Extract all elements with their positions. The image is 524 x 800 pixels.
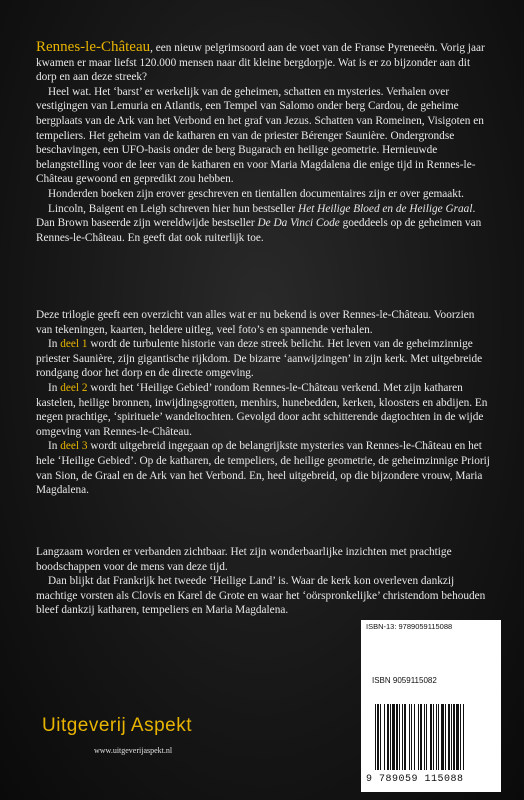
part-2-label: deel 2 xyxy=(60,381,88,394)
part-2-paragraph: In deel 2 wordt het ‘Heilige Gebied’ rondom Rennes-le-Château verkend. Met zijn katharen kastelen, heilige bronnen, inwijdingsgrotten, menhirs, hunebedden, kerken, kloosters en abdijen. En negen prachtige, ‘spirituele’ wandeltochten. Gevolgd door acht schitterende dagtochten in de wijde omgeving van Rennes-le-Château. xyxy=(36,381,488,438)
conclusion-section xyxy=(36,545,491,618)
holy-land-paragraph: Dan blijkt dat Frankrijk het tweede ‘Heilige Land’ is. Waar de kerk kon overleven dankzij machtige vorsten als Clovis en Karel de Grote en waar het ‘oörspronkelijke’ christendom behouden bleef dankzij katharen, tempeliers en Maria Magdalena. xyxy=(36,575,486,617)
mysteries-paragraph: Heel wat. Het ‘barst’ er werkelijk van de geheimen, schatten en mysteries. Verhalen over vestigingen van Lemuria en Atlantis, een Tempel van Salomo onder berg Cardou, de geheime bergplaats van de Ark van het Verbond en het graf van Jezus. Schatten van Romeinen, Visigoten en tempeliers. Het geheim van de katharen en van de priester Bérenger Saunière. Ondergrondse beschavingen, een UFO-basis onder de berg Bugarach en heilige geometrie. Hernieuwde belangstelling voor de leer van de katharen en voor Maria Magdalena die enige tijd in Rennes-le-Château gewoond en gepredikt zou hebben. xyxy=(36,85,484,186)
books-paragraph: Honderden boeken zijn erover geschreven en tientallen documentaires zijn er over gemaakt. xyxy=(48,187,464,200)
insights-paragraph: Langzaam worden er verbanden zichtbaar. Het zijn wonderbaarlijke inzichten met prachtige boodschappen voor de mens van deze tijd. xyxy=(36,546,452,573)
publisher-website: www.uitgeverijaspekt.nl xyxy=(94,746,173,755)
part-1-label: deel 1 xyxy=(60,338,88,351)
part-3-paragraph: In deel 3 wordt uitgebreid ingegaan op de belangrijkste mysteries van Rennes-le-Château en het hele ‘Heilige Gebied’. Op de katharen, de tempeliers, de heilige geometrie, de geheimzinnige Priorij van Sion, de Graal en de Ark van het Verbond. En, heel uitgebreid, op die bijzondere vrouw, Maria Magdalena. xyxy=(36,440,490,497)
trilogy-paragraph: Deze trilogie geeft een overzicht van alles wat er nu bekend is over Rennes-le-Château. Voorzien van tekeningen, kaarten, heldere uitleg, veel foto’s en spannende verhalen. xyxy=(36,309,475,336)
intro-paragraph: Rennes-le-Château, een nieuw pelgrimsoord aan de voet van de Franse Pyreneeën. Vorig jaar kwamen er maar liefst 120.000 mensen naar dit kleine bergdorpje. Wat is er zo bijzonder aan dit dorp en aan deze streek? xyxy=(36,39,485,84)
barcode-number: 9 789059 115088 xyxy=(366,774,464,785)
part-1-paragraph: In deel 1 wordt de turbulente historie van deze streek belicht. Het leven van de geheimzinnige priester Saunière, zijn gigantische rijkdom. De bizarre ‘aanwijzingen’ in zijn kerk. Met uitgebreide rondgang door het dorp en de directe omgeving. xyxy=(36,338,483,380)
isbn10-label: ISBN 9059115082 xyxy=(372,676,437,685)
intro-section xyxy=(36,40,491,245)
trilogy-section xyxy=(36,308,491,498)
publisher-logo: Uitgeverij Aspekt xyxy=(42,715,193,736)
bestseller-paragraph: Lincoln, Baigent en Leigh schreven hier hun bestseller Het Heilige Bloed en de Heilige Graal. Dan Brown baseerde zijn wereldwijde bestseller De Da Vinci Code goeddeels op de geheimen van Rennes-le-Château. En geeft dat ook ruiterlijk toe. xyxy=(36,202,482,244)
part-3-label: deel 3 xyxy=(60,440,88,453)
barcode xyxy=(375,704,493,770)
lead-title: Rennes-le-Château xyxy=(36,39,151,55)
isbn13-label: ISBN-13: 9789059115088 xyxy=(366,622,453,631)
book-title-holy-blood: Het Heilige Bloed en de Heilige Graal xyxy=(298,202,473,215)
book-title-da-vinci: De Da Vinci Code xyxy=(257,217,340,230)
